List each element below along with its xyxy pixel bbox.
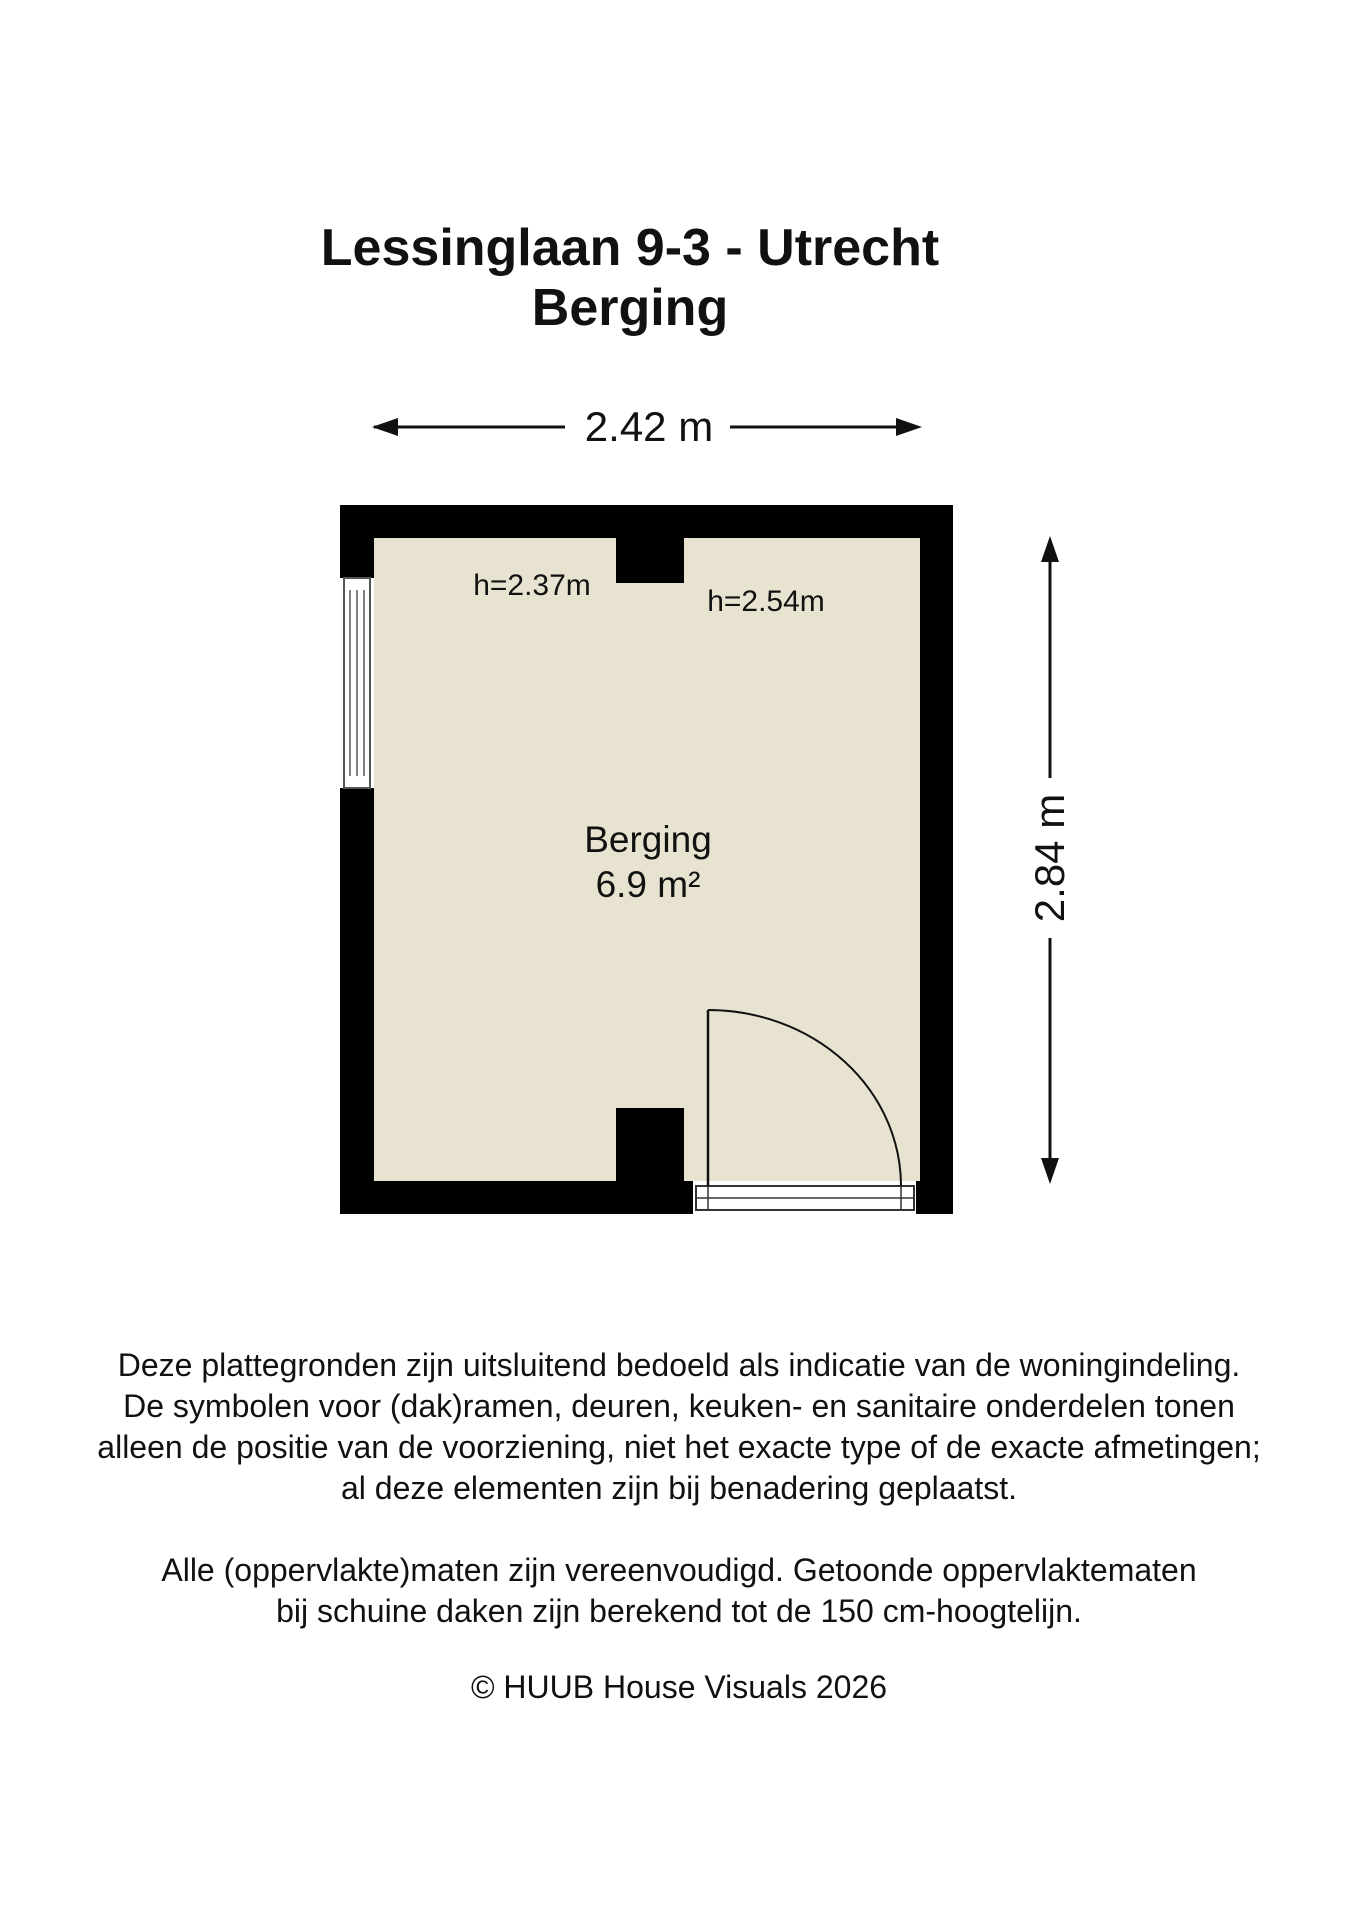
ceiling-height-label-left: h=2.37m (473, 569, 591, 602)
room-name-label: Berging (584, 819, 712, 860)
disclaimer-line: al deze elementen zijn bij benadering geplaatst. (340, 1470, 1017, 1506)
disclaimer-paragraph-1 (0, 1345, 1358, 1509)
wall-pillar-bottom (616, 1108, 684, 1183)
disclaimer-line: Alle (oppervlakte)maten zijn vereenvoudigd. Getoonde oppervlaktematen (161, 1552, 1197, 1588)
plan-title: Lessinglaan 9-3 - Utrecht (320, 219, 940, 277)
plan-subtitle: Berging (531, 279, 729, 337)
depth-dimension-label: 2.84 m (1026, 793, 1073, 923)
width-arrow-right-icon (896, 418, 922, 436)
room-area-label: 6.9 m² (595, 864, 701, 905)
depth-dimension (1026, 536, 1073, 1184)
copyright-notice: © HUUB House Visuals 2026 (470, 1669, 888, 1705)
window-left (340, 578, 374, 788)
disclaimer-line: bij schuine daken zijn berekend tot de 150 cm-hoogtelijn. (276, 1593, 1082, 1629)
depth-arrow-bottom-icon (1041, 1158, 1059, 1184)
wall-nib-top (616, 538, 684, 583)
width-dimension-label: 2.42 m (584, 403, 714, 450)
disclaimer-line: De symbolen voor (dak)ramen, deuren, keuken- en sanitaire onderdelen tonen (123, 1388, 1235, 1424)
width-arrow-left-icon (372, 418, 398, 436)
width-dimension (372, 403, 922, 450)
disclaimer-line: Deze plattegronden zijn uitsluitend bedoeld als indicatie van de woningindeling. (117, 1347, 1241, 1383)
disclaimer-line: alleen de positie van de voorziening, niet het exacte type of de exacte afmetingen; (97, 1429, 1261, 1465)
ceiling-height-label-right: h=2.54m (707, 585, 825, 618)
disclaimer-paragraph-2 (0, 1550, 1358, 1632)
depth-arrow-top-icon (1041, 536, 1059, 562)
